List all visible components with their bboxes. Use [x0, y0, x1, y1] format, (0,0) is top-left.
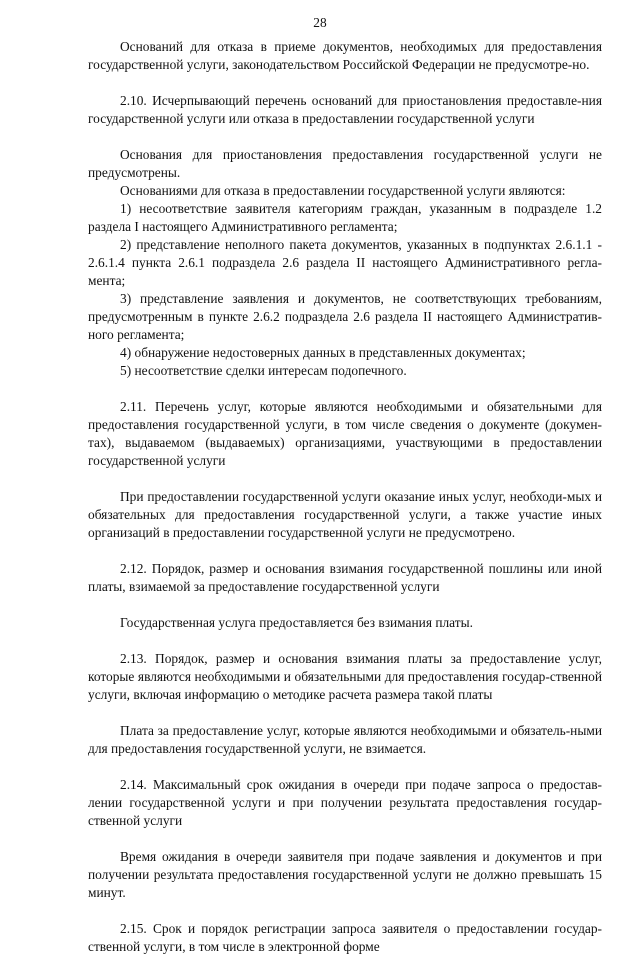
- paragraph: 2.11. Перечень услуг, которые являются необходимыми и обязательными для предоставления государственной услуги, в том числе сведения о документе (докумен-тах), выдаваемом (выдаваемых) организациями, участвующими в предоставлении государственной услуги: [88, 399, 602, 468]
- paragraph-spacer: [88, 74, 602, 92]
- paragraph: 4) обнаружение недостоверных данных в представленных документах;: [120, 345, 526, 360]
- paragraph: 2.10. Исчерпывающий перечень оснований для приостановления предоставле-ния государственной услуги или отказа в предоставлении государственной услуги: [88, 93, 602, 126]
- paragraph: Основания для приостановления предоставления государственной услуги не предусмотрены.: [88, 147, 602, 180]
- paragraph: При предоставлении государственной услуги оказание иных услуг, необходи-мых и обязательных для предоставления государственной услуги, а также участие иных организаций в предоставлении государственной услуги не предусмотрено.: [88, 489, 602, 540]
- paragraph-spacer: [88, 542, 602, 560]
- paragraph-spacer: [88, 380, 602, 398]
- paragraph-spacer: [88, 830, 602, 848]
- paragraph-spacer: [88, 902, 602, 920]
- paragraph: Плата за предоставление услуг, которые являются необходимыми и обязатель-ными для предоставления государственной услуги, не взимается.: [88, 723, 602, 756]
- paragraph: Время ожидания в очереди заявителя при подаче заявления и документов и при получении результата предоставления государственной услуги не должно превышать 15 минут.: [88, 849, 602, 900]
- document-body: [88, 38, 602, 956]
- paragraph: 2.14. Максимальный срок ожидания в очереди при подаче запроса о предостав-лении государственной услуги и при получении результата предоставления государ-ственной услуги: [88, 777, 602, 828]
- paragraph: 5) несоответствие сделки интересам подопечного.: [120, 363, 407, 378]
- paragraph: Государственная услуга предоставляется без взимания платы.: [120, 615, 473, 630]
- paragraph: 2.13. Порядок, размер и основания взимания платы за предоставление услуг, которые являются необходимыми и обязательными для предоставления государ-ственной услуги, включая информацию о методике расчета размера такой платы: [88, 651, 602, 702]
- paragraph-spacer: [88, 128, 602, 146]
- paragraph-spacer: [88, 596, 602, 614]
- paragraph: Основаниями для отказа в предоставлении государственной услуги являются:: [120, 183, 566, 198]
- paragraph: Оснований для отказа в приеме документов, необходимых для предоставления государственной услуги, законодательством Российской Федерации не предусмотре-но.: [88, 39, 602, 72]
- paragraph-spacer: [88, 632, 602, 650]
- paragraph-spacer: [88, 704, 602, 722]
- paragraph: 2) представление неполного пакета документов, указанных в подпунктах 2.6.1.1 - 2.6.1.4 пункта 2.6.1 подраздела 2.6 раздела II настоящего Административного регла-мента;: [88, 237, 602, 288]
- paragraph-spacer: [88, 758, 602, 776]
- page-number: 28: [313, 15, 327, 30]
- paragraph-spacer: [88, 470, 602, 488]
- paragraph: 1) несоответствие заявителя категориям граждан, указанным в подразделе 1.2 раздела I настоящего Административного регламента;: [88, 201, 602, 234]
- paragraph: 3) представление заявления и документов, не соответствующих требованиям, предусмотренным в пункте 2.6.2 подраздела 2.6 раздела II настоящего Административ-ного регламента;: [88, 291, 602, 342]
- paragraph: 2.12. Порядок, размер и основания взимания государственной пошлины или иной платы, взимаемой за предоставление государственной услуги: [88, 561, 602, 594]
- paragraph: 2.15. Срок и порядок регистрации запроса заявителя о предоставлении государ-ственной услуги, в том числе в электронной форме: [88, 921, 602, 954]
